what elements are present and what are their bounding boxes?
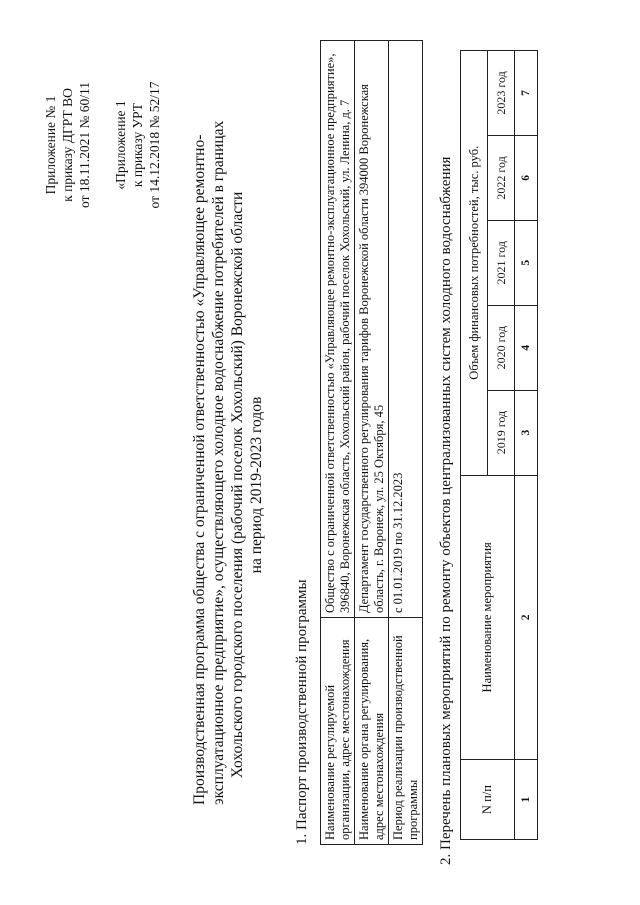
year-header: 2021 год [488,220,515,305]
appendix-header-new [42,40,93,250]
year-header: 2022 год [488,135,515,220]
appendix-old-order: к приказу УРТ [130,102,145,188]
column-number: 5 [515,220,538,305]
year-header: 2023 год [488,51,515,136]
appendix-number: Приложение № 1 [43,95,58,195]
table-row [321,41,355,845]
appendix-order: к приказу ДГРТ ВО [60,88,75,202]
table-row [515,51,538,840]
appendix-header-old [112,40,163,250]
appendix-old-number: «Приложение 1 [113,100,128,190]
passport-value: Общество с ограниченной ответственностью «Управляющее ремонтно-эксплуатационное предприятие», 396840, Воронежская область, Хохольский район, рабочий поселок Хохольский, ул. Ленина, д. 7 [321,41,355,618]
year-header: 2020 год [488,305,515,390]
column-number: 1 [515,760,538,840]
title-line: Производственная программа общества с ограниченной ответственностью «Управляющее ремонтно- [191,134,208,805]
column-header-number: N п/п [461,760,515,840]
column-number: 7 [515,51,538,136]
column-header-funding: Объем финансовых потребностей, тыс. руб. [461,51,488,476]
measures-table [460,50,538,840]
column-number: 4 [515,305,538,390]
column-number: 2 [515,475,538,760]
year-header: 2019 год [488,390,515,475]
passport-label: Наименование органа регулирования, адрес местонахождения [355,618,389,845]
column-number: 3 [515,390,538,475]
title-line: Хохольского городского поселения (рабочий поселок Хохольский) Воронежской области [229,191,246,779]
document-title [190,120,266,805]
table-row [355,41,389,845]
column-number: 6 [515,135,538,220]
passport-table [320,40,423,845]
passport-label: Период реализации производственной программы [389,618,423,845]
title-line: эксплуатационное предприятие», осуществляющего холодное водоснабжение потребителей в границах [210,120,227,805]
appendix-date: от 18.11.2021 № 60/11 [77,82,92,208]
section-1-heading: 1. Паспорт производственной программы [294,579,310,845]
column-header-name: Наименование мероприятия [461,475,515,760]
passport-value: с 01.01.2019 по 31.12.2023 [389,41,423,618]
appendix-old-date: от 14.12.2018 № 52/17 [147,81,162,209]
passport-value: Департамент государственного регулирования тарифов Воронежской области 394000 Воронежская область, г. Воронеж, ул. 25 Октября, 45 [355,41,389,618]
table-header-row [461,51,488,840]
passport-label: Наименование регулируемой организации, адрес местонахождения [321,618,355,845]
rotated-document [40,40,600,865]
title-line: на период 2019-2023 годов [248,396,265,574]
section-2-heading: 2. Перечень плановых мероприятий по ремонту объектов централизованных систем холодного водоснабжения [438,156,454,865]
table-row [389,41,423,845]
